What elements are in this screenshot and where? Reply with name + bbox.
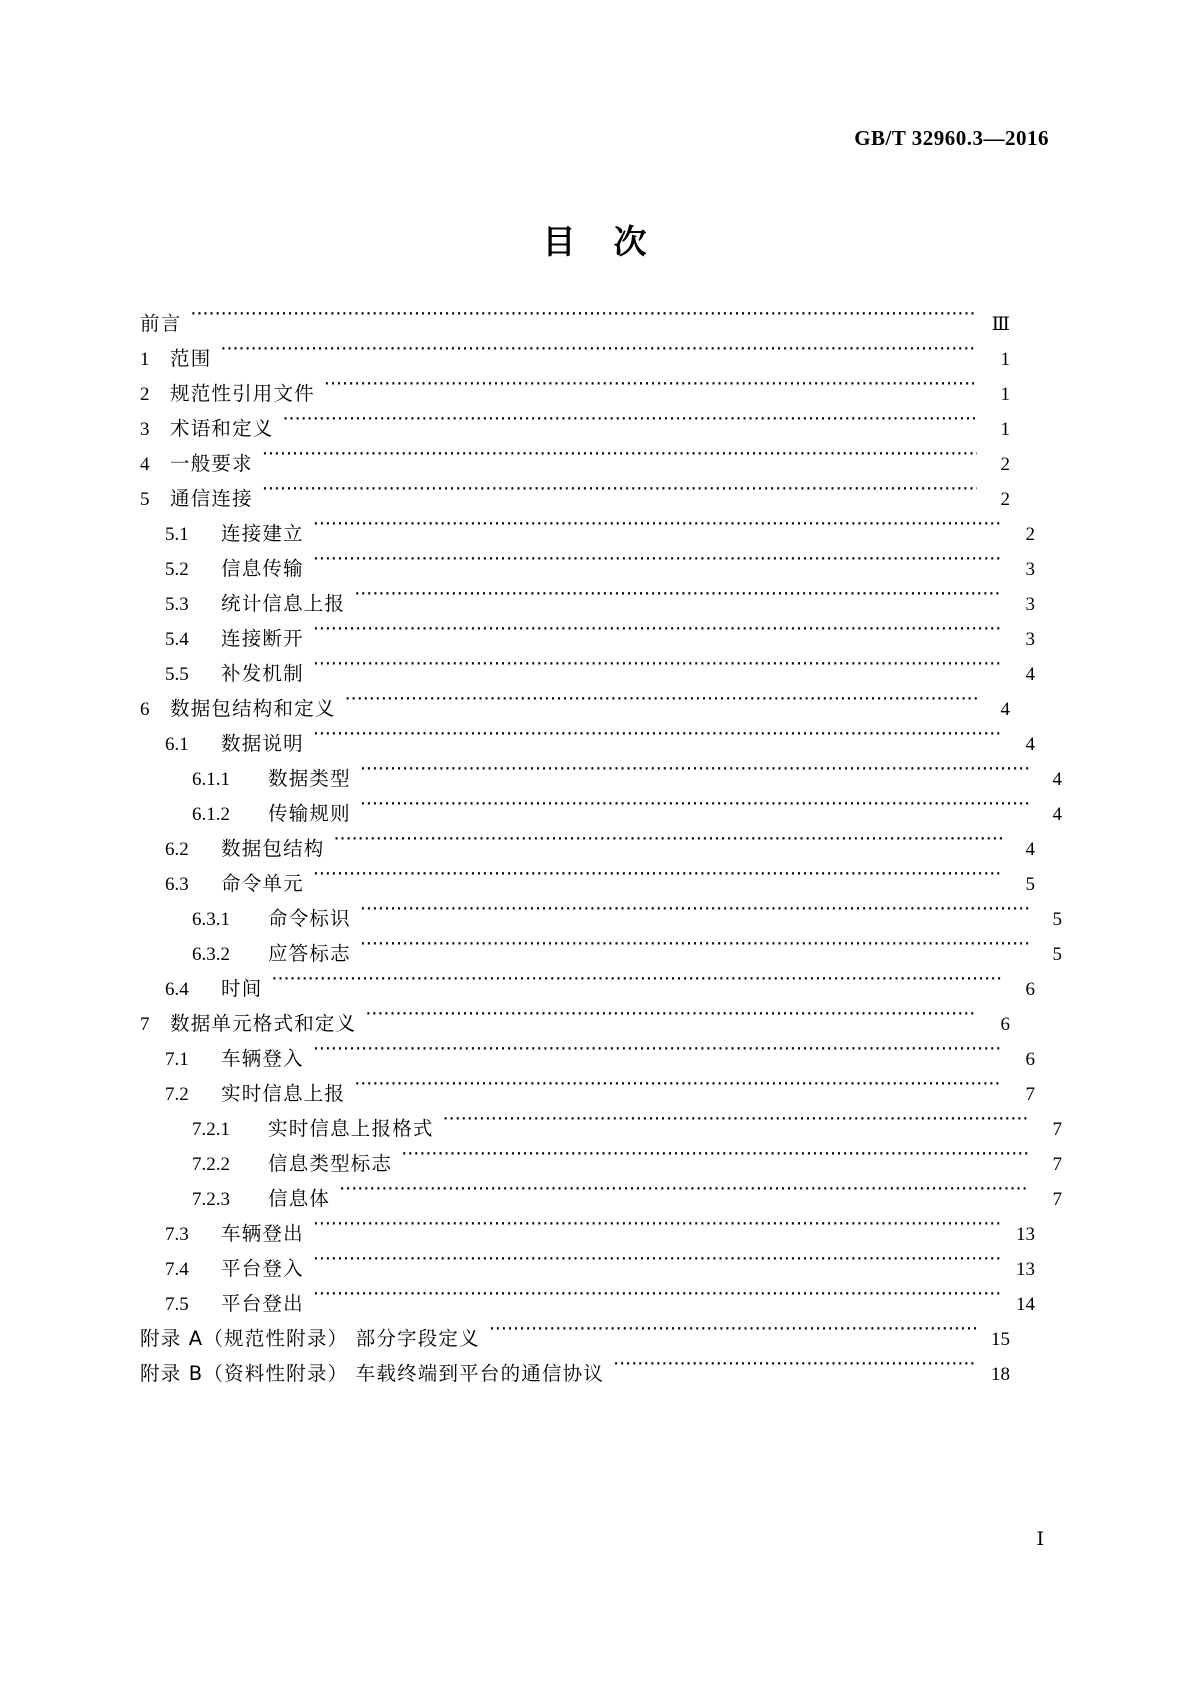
toc-entry-label: 车辆登出 <box>221 1222 304 1245</box>
toc-entry-number: 7.1 <box>165 1049 189 1070</box>
standard-number-header: GB/T 32960.3—2016 <box>854 126 1049 150</box>
toc-leader-dots <box>354 590 1002 610</box>
toc-entry[interactable] <box>140 1181 1062 1216</box>
toc-entry-label: 平台登出 <box>221 1292 304 1315</box>
toc-entry-page-number: 4 <box>1025 734 1035 755</box>
toc-entry[interactable] <box>140 656 1035 691</box>
toc-entry-page-number: 15 <box>991 1329 1010 1350</box>
toc-entry[interactable] <box>140 1356 1010 1391</box>
toc-entry-number: 5 <box>140 489 150 510</box>
toc-entry-number: 5.1 <box>165 524 189 545</box>
toc-leader-dots <box>313 730 1002 750</box>
toc-leader-dots <box>313 1290 1002 1310</box>
toc-entry[interactable] <box>140 1146 1062 1181</box>
toc-entry-number: 7 <box>140 1014 150 1035</box>
footer-page-number: Ⅰ <box>1036 1529 1044 1550</box>
toc-entry-label: 命令单元 <box>221 872 304 895</box>
toc-entry-page-number: 2 <box>1000 489 1010 510</box>
toc-entry-label: 一般要求 <box>170 452 253 475</box>
toc-leader-dots <box>262 485 977 505</box>
toc-leader-dots <box>401 1150 1029 1170</box>
toc-entry-page-number: 5 <box>1052 944 1062 965</box>
toc-entry-page-number: 3 <box>1025 594 1035 615</box>
toc-entry-page-number: 1 <box>1000 419 1010 440</box>
toc-leader-dots <box>334 835 1002 855</box>
toc-entry-page-number: 13 <box>1016 1224 1035 1245</box>
toc-leader-dots <box>190 310 977 330</box>
toc-entry-label: 数据类型 <box>268 767 351 790</box>
toc-leader-dots <box>313 555 1002 575</box>
toc-entry-label: 附录 A（规范性附录） 部分字段定义 <box>140 1327 480 1350</box>
toc-entry[interactable] <box>140 481 1010 516</box>
toc-entry-label: 前言 <box>140 312 182 335</box>
toc-entry-page-number: 6 <box>1025 1049 1035 1070</box>
toc-entry-number: 6.4 <box>165 979 189 1000</box>
toc-entry-page-number: 2 <box>1025 524 1035 545</box>
toc-entry-page-number: 3 <box>1025 629 1035 650</box>
toc-entry-label: 传输规则 <box>268 802 351 825</box>
toc-entry-label: 统计信息上报 <box>221 592 346 615</box>
toc-entry-number: 6.3 <box>165 874 189 895</box>
toc-entry-label: 信息传输 <box>221 557 304 580</box>
toc-leader-dots <box>613 1360 977 1380</box>
toc-entry-number: 6.3.2 <box>192 944 230 965</box>
toc-entry-label: 规范性引用文件 <box>170 382 315 405</box>
toc-entry-number: 5.5 <box>165 664 189 685</box>
toc-leader-dots <box>313 1220 1002 1240</box>
toc-leader-dots <box>313 870 1002 890</box>
toc-entry-number: 1 <box>140 349 150 370</box>
toc-entry[interactable] <box>140 1321 1010 1356</box>
toc-entry-label: 数据包结构 <box>221 837 325 860</box>
toc-entry-label: 数据说明 <box>221 732 304 755</box>
toc-entry-page-number: 4 <box>1052 804 1062 825</box>
toc-entry-page-number: 7 <box>1052 1189 1062 1210</box>
toc-leader-dots <box>360 940 1029 960</box>
toc-entry-page-number: 4 <box>1052 769 1062 790</box>
toc-entry-page-number: 14 <box>1016 1294 1035 1315</box>
toc-entry-label: 数据单元格式和定义 <box>170 1012 357 1035</box>
toc-entry[interactable] <box>140 936 1062 971</box>
toc-entry-label: 信息体 <box>268 1187 331 1210</box>
toc-leader-dots <box>443 1115 1029 1135</box>
toc-entry-number: 6.1 <box>165 734 189 755</box>
toc-entry-page-number: 13 <box>1016 1259 1035 1280</box>
toc-entry-label: 补发机制 <box>221 662 304 685</box>
toc-entry-page-number: 5 <box>1052 909 1062 930</box>
toc-entry[interactable] <box>140 1286 1035 1321</box>
toc-entry[interactable] <box>140 691 1010 726</box>
toc-entry-label: 实时信息上报格式 <box>268 1117 434 1140</box>
toc-leader-dots <box>339 1185 1029 1205</box>
table-of-contents <box>140 306 1062 1391</box>
toc-entry-number: 6.3.1 <box>192 909 230 930</box>
page-title-char-2: 次 <box>613 222 649 261</box>
toc-entry[interactable] <box>140 621 1035 656</box>
toc-entry[interactable] <box>140 831 1035 866</box>
toc-entry-number: 6 <box>140 699 150 720</box>
toc-entry-number: 7.2.1 <box>192 1119 230 1140</box>
toc-entry-label: 实时信息上报 <box>221 1082 346 1105</box>
toc-entry[interactable] <box>140 1041 1035 1076</box>
toc-leader-dots <box>283 415 977 435</box>
toc-entry-label: 应答标志 <box>268 942 351 965</box>
toc-entry[interactable] <box>140 1076 1035 1111</box>
toc-entry[interactable] <box>140 761 1062 796</box>
toc-leader-dots <box>313 625 1002 645</box>
page-title-char-1: 目 <box>542 222 578 261</box>
toc-entry-label: 术语和定义 <box>170 417 274 440</box>
toc-entry[interactable] <box>140 1006 1010 1041</box>
toc-leader-dots <box>360 765 1029 785</box>
toc-leader-dots <box>360 905 1029 925</box>
page-title <box>0 216 1191 263</box>
toc-entry[interactable] <box>140 446 1010 481</box>
toc-entry-number: 7.4 <box>165 1259 189 1280</box>
toc-entry[interactable] <box>140 341 1010 376</box>
toc-entry-label: 平台登入 <box>221 1257 304 1280</box>
toc-entry-number: 2 <box>140 384 150 405</box>
toc-entry-label: 数据包结构和定义 <box>170 697 336 720</box>
toc-entry-page-number: 18 <box>991 1364 1010 1385</box>
toc-entry-page-number: 6 <box>1000 1014 1010 1035</box>
toc-entry[interactable] <box>140 551 1035 586</box>
toc-entry-number: 4 <box>140 454 150 475</box>
toc-entry-page-number: 5 <box>1025 874 1035 895</box>
toc-entry[interactable] <box>140 796 1062 831</box>
toc-entry-number: 5.3 <box>165 594 189 615</box>
toc-entry[interactable] <box>140 866 1035 901</box>
toc-entry-number: 7.2 <box>165 1084 189 1105</box>
toc-entry-number: 7.5 <box>165 1294 189 1315</box>
toc-entry[interactable] <box>140 726 1035 761</box>
toc-entry-page-number: 2 <box>1000 454 1010 475</box>
toc-leader-dots <box>360 800 1029 820</box>
toc-leader-dots <box>262 450 977 470</box>
toc-entry-number: 5.2 <box>165 559 189 580</box>
toc-entry-page-number: 3 <box>1025 559 1035 580</box>
toc-entry-page-number: 4 <box>1025 664 1035 685</box>
toc-entry-number: 3 <box>140 419 150 440</box>
toc-entry-number: 6.2 <box>165 839 189 860</box>
toc-entry-page-number: 7 <box>1052 1119 1062 1140</box>
toc-entry[interactable] <box>140 306 1010 341</box>
toc-entry-number: 6.1.1 <box>192 769 230 790</box>
toc-entry-number: 6.1.2 <box>192 804 230 825</box>
toc-entry-label: 连接建立 <box>221 522 304 545</box>
toc-entry-number: 5.4 <box>165 629 189 650</box>
toc-leader-dots <box>324 380 977 400</box>
toc-entry[interactable] <box>140 1216 1035 1251</box>
toc-entry-label: 车辆登入 <box>221 1047 304 1070</box>
toc-entry-page-number: 4 <box>1000 699 1010 720</box>
toc-entry-number: 7.3 <box>165 1224 189 1245</box>
toc-entry-page-number: Ⅲ <box>991 314 1010 335</box>
toc-entry[interactable] <box>140 411 1010 446</box>
toc-entry-label: 时间 <box>221 977 263 1000</box>
toc-leader-dots <box>489 1325 977 1345</box>
toc-entry-label: 范围 <box>170 347 212 370</box>
toc-leader-dots <box>313 1255 1002 1275</box>
toc-entry[interactable] <box>140 1251 1035 1286</box>
toc-entry[interactable] <box>140 586 1035 621</box>
toc-leader-dots <box>365 1010 977 1030</box>
toc-leader-dots <box>313 520 1002 540</box>
toc-leader-dots <box>345 695 977 715</box>
toc-entry-page-number: 6 <box>1025 979 1035 1000</box>
toc-leader-dots <box>313 660 1002 680</box>
toc-entry[interactable] <box>140 516 1035 551</box>
toc-entry-label: 命令标识 <box>268 907 351 930</box>
toc-entry-page-number: 7 <box>1052 1154 1062 1175</box>
toc-leader-dots <box>220 345 977 365</box>
toc-entry-label: 信息类型标志 <box>268 1152 393 1175</box>
toc-leader-dots <box>271 975 1002 995</box>
toc-entry-page-number: 4 <box>1025 839 1035 860</box>
toc-entry-page-number: 1 <box>1000 384 1010 405</box>
toc-entry-page-number: 1 <box>1000 349 1010 370</box>
toc-leader-dots <box>354 1080 1002 1100</box>
toc-leader-dots <box>313 1045 1002 1065</box>
toc-entry-number: 7.2.3 <box>192 1189 230 1210</box>
toc-entry-number: 7.2.2 <box>192 1154 230 1175</box>
toc-entry[interactable] <box>140 971 1035 1006</box>
toc-entry-page-number: 7 <box>1025 1084 1035 1105</box>
toc-entry-label: 附录 B（资料性附录） 车载终端到平台的通信协议 <box>140 1362 605 1385</box>
toc-entry[interactable] <box>140 901 1062 936</box>
toc-entry[interactable] <box>140 1111 1062 1146</box>
toc-entry[interactable] <box>140 376 1010 411</box>
toc-entry-label: 通信连接 <box>170 487 253 510</box>
toc-entry-label: 连接断开 <box>221 627 304 650</box>
